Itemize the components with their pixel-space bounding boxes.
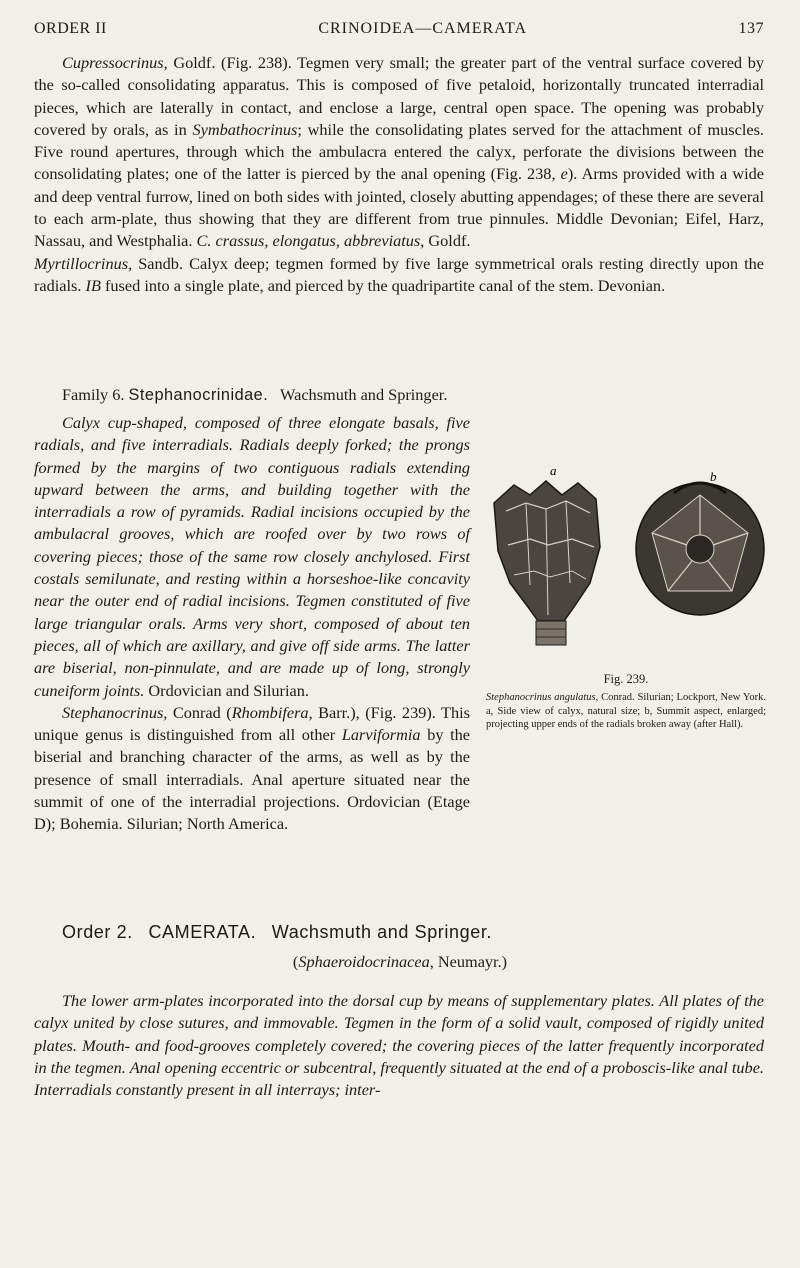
species-names: C. crassus, elongatus, abbreviatus	[196, 231, 421, 251]
calyx-summit-view	[636, 483, 764, 615]
genus-name: Cupressocrinus	[62, 53, 164, 72]
figure-239	[486, 455, 766, 810]
genus-name: Stephanocrinus	[62, 702, 164, 722]
header-center: CRINOIDEA—CAMERATA	[318, 20, 528, 37]
genus-name: Symbathocrinus	[192, 119, 298, 139]
figure-caption: Stephanocrinus angulatus, Conrad. Silurian; Lockport, New York. a, Side view of calyx, natural size; b, Summit aspect, enlarged; projecting upper ends of the radials broken away (after Hall).	[486, 692, 767, 730]
order-authors: Wachsmuth and Springer.	[271, 922, 493, 942]
page-number: 137	[738, 20, 764, 37]
family-diagnosis: Calyx cup-shaped, composed of three elongate basals, five radials, and five interradials. Radials deeply forked; the prongs formed by the margins of two contiguous radials extending upward between the arms, and building together with the interradials a row of pyramids. Radial incisions occupied by the ambulacral grooves, which are roofed over by two rows of covering pieces; those of the same row closely anchylosed. First costals semilunate, and resting within a horseshoe-like concavity near the outer end of radial incisions. Tegmen constituted of five large triangular orals. Arms very short, composed of about ten pieces, all of which are axillary, and give off side arms. The latter are biserial, non-pinnulate, and are made up of long, strongly cuneiform joints. Ordovician and Silurian.	[34, 413, 470, 700]
figure-caption-title: Fig. 239.	[603, 672, 649, 686]
figure-label-a: a	[550, 463, 557, 478]
family-heading: Family 6. Stephanocrinidae. Wachsmuth and Springer.	[62, 385, 448, 404]
running-header	[34, 20, 764, 38]
order-heading: Order 2. CAMERATA. Wachsmuth and Springer.	[62, 922, 493, 942]
family-name: Stephanocrinidae.	[128, 386, 269, 404]
genus-name: Myrtillocrinus	[34, 253, 129, 273]
paragraph-cupressocrinus: Cupressocrinus, Goldf. (Fig. 238). Tegmen very small; the greater part of the ventral surface covered by the so-called consolidating apparatus. This is composed of five petaloid, horizontally truncated interradial pieces, which are laterally in contact, and enclose a large, central open space. The opening was probably covered by orals, as in Symbathocrinus; while the consolidating plates served for the attachment of muscles. Five round apertures, through which the ambulacra entered the calyx, perforate the divisions between the consolidating plates; one of the latter is pierced by the anal opening (Fig. 238, e). Arms provided with a wide and deep ventral furrow, lined on both sides with jointed, closely abutting appendages; of these there are several to each arm-plate, thus showing that they are different from true pinnules. Middle Devonian; Eifel, Harz, Nassau, and Westphalia. C. crassus, elongatus, abbreviatus, Goldf. Myrtillocrinus, Sandb. Calyx deep; tegmen formed by five large symmetrical orals resting directly upon the radials. IB fused into a single plate, and pierced by the quadripartite canal of the stem. Devonian.	[34, 53, 765, 295]
order-diagnosis: The lower arm-plates incorporated into the dorsal cup by means of supplementary plates. All plates of the calyx united by close sutures, and immovable. Tegmen in the form of a solid vault, composed of rigidly united plates. Mouth- and food-grooves completely covered; the covering pieces of the latter frequently incorporated in the tegmen. Anal opening eccentric or subcentral, frequently situated at the end of a proboscis-like anal tube. Interradials constantly present in all interrays; inter-	[34, 991, 764, 1100]
paragraph-stephanocrinus: Stephanocrinus, Conrad (Rhombifera, Barr.), (Fig. 239). This unique genus is distinguished from all other Larviformia by the biserial and branching character of the arms, as well as by the presence of small interradials. Anal aperture situated near the summit of one of the interradial projections. Ordovician (Etage D); Bohemia. Silurian; North America.	[34, 702, 471, 834]
calyx-side-view	[494, 481, 600, 645]
family-authors: Wachsmuth and Springer.	[280, 385, 448, 404]
order-name: CAMERATA.	[148, 922, 257, 942]
order-synonym: (Sphaeroidocrinacea, Neumayr.)	[292, 952, 508, 971]
header-left: ORDER II	[34, 20, 107, 37]
fossil-illustration	[486, 455, 766, 670]
figure-label-b: b	[710, 469, 717, 484]
